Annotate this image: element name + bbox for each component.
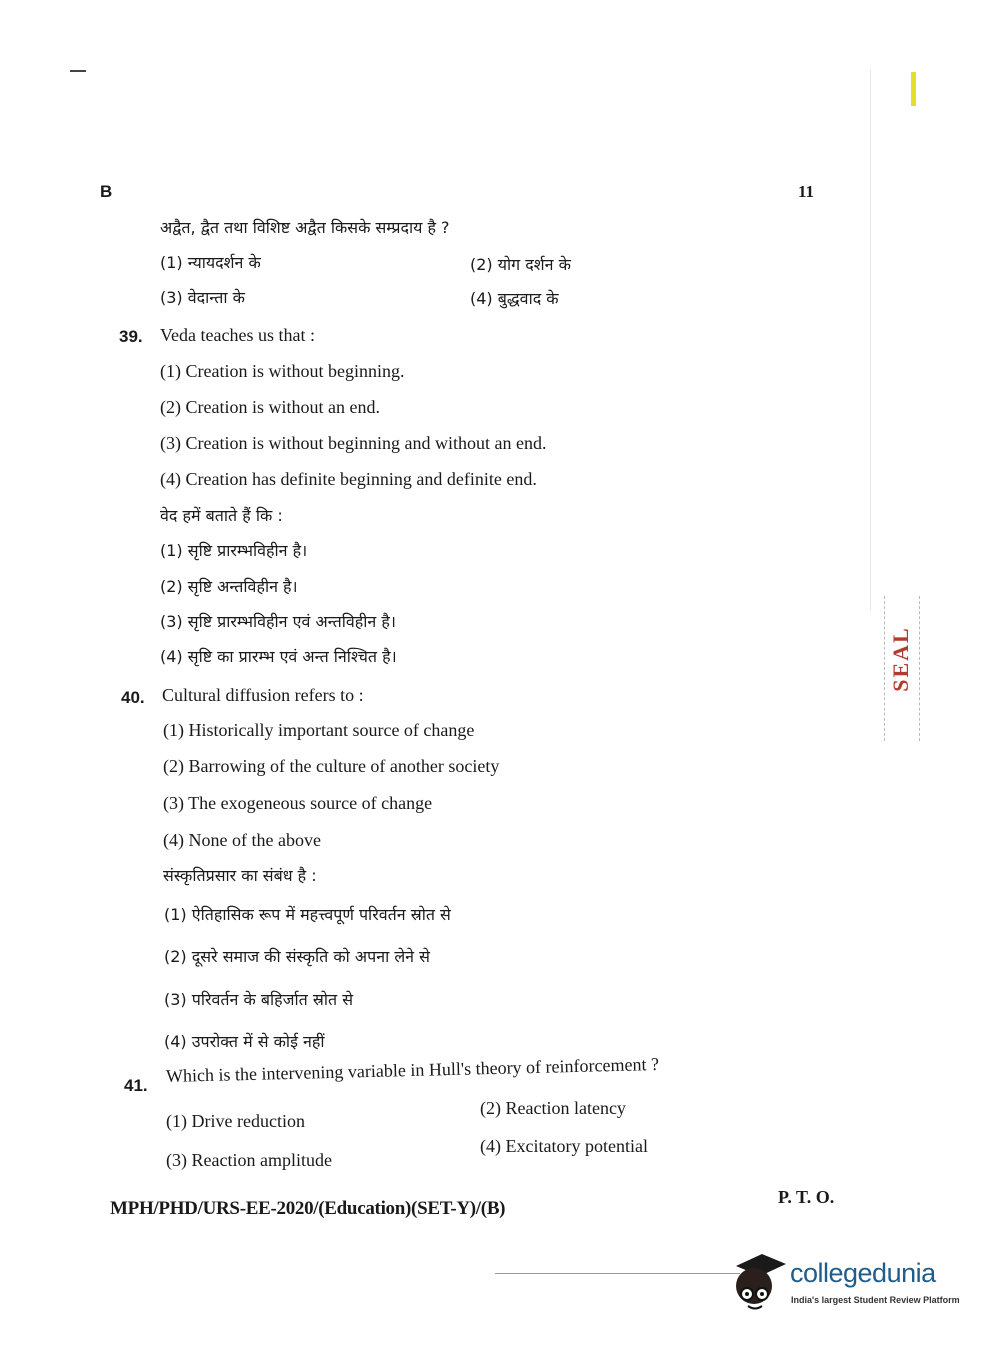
q38-option-2-hi: (2) योग दर्शन के — [470, 255, 571, 274]
q39-option-4-en: (4) Creation has definite beginning and definite end. — [160, 469, 537, 489]
q39-option-1-hi: (1) सृष्टि प्रारम्भविहीन है। — [160, 541, 308, 560]
q38-option-4-hi: (4) बुद्धवाद के — [470, 289, 559, 308]
q39-option-2-hi: (2) सृष्टि अन्तविहीन है। — [160, 577, 298, 596]
highlighter-mark — [911, 72, 916, 106]
paper-code: MPH/PHD/URS-EE-2020/(Education)(SET-Y)/(B) — [110, 1198, 506, 1219]
q41-option-2-en: (2) Reaction latency — [480, 1098, 626, 1118]
q40-option-1-hi: (1) ऐतिहासिक रूप में महत्त्वपूर्ण परिवर्तन स्रोत से — [164, 905, 451, 924]
q41-option-1-en: (1) Drive reduction — [166, 1111, 305, 1131]
q39-question-en: Veda teaches us that : — [160, 325, 315, 345]
margin-line — [870, 70, 871, 610]
q41-option-3-en: (3) Reaction amplitude — [166, 1150, 332, 1170]
seal-stamp — [884, 596, 920, 741]
q39-option-3-hi: (3) सृष्टि प्रारम्भविहीन एवं अन्तविहीन है। — [160, 612, 396, 631]
q41-question-en: Which is the intervening variable in Hull's theory of reinforcement ? — [165, 1053, 660, 1086]
q39-option-2-en: (2) Creation is without an end. — [160, 397, 380, 417]
footer-rule — [495, 1273, 740, 1274]
q39-question-hi: वेद हमें बताते हैं कि : — [160, 506, 283, 525]
q40-option-4-hi: (4) उपरोक्त में से कोई नहीं — [164, 1032, 325, 1051]
q38-question-hi: अद्वैत, द्वैत तथा विशिष्ट अद्वैत किसके सम्प्रदाय है ? — [160, 218, 450, 237]
q40-number: 40. — [121, 688, 145, 707]
q40-option-3-hi: (3) परिवर्तन के बहिर्जात स्रोत से — [164, 990, 354, 1009]
q39-number: 39. — [119, 327, 143, 346]
page-number: 11 — [798, 182, 815, 201]
scan-mark — [70, 70, 86, 72]
q39-option-3-en: (3) Creation is without beginning and without an end. — [160, 433, 547, 453]
q39-option-1-en: (1) Creation is without beginning. — [160, 361, 405, 381]
pto-label: P. T. O. — [778, 1187, 835, 1207]
q39-option-4-hi: (4) सृष्टि का प्रारम्भ एवं अन्त निश्चित है। — [160, 647, 397, 666]
q40-option-3-en: (3) The exogeneous source of change — [163, 793, 433, 813]
q40-option-4-en: (4) None of the above — [163, 830, 321, 850]
q41-option-4-en: (4) Excitatory potential — [480, 1136, 648, 1156]
collegedunia-watermark — [728, 1250, 958, 1320]
mascot-icon — [728, 1250, 788, 1318]
q40-question-en: Cultural diffusion refers to : — [162, 685, 364, 705]
q40-option-1-en: (1) Historically important source of change — [163, 720, 475, 740]
q40-option-2-hi: (2) दूसरे समाज की संस्कृति को अपना लेने से — [164, 947, 430, 966]
set-letter: B — [100, 182, 113, 201]
q40-option-2-en: (2) Barrowing of the culture of another society — [163, 756, 500, 776]
seal-text: SEAL — [888, 626, 913, 692]
brand-name: collegedunia — [790, 1258, 936, 1288]
brand-tagline: India's largest Student Review Platform — [791, 1295, 960, 1305]
q38-option-3-hi: (3) वेदान्ता के — [160, 288, 245, 307]
q38-option-1-hi: (1) न्यायदर्शन के — [160, 253, 261, 272]
q41-number: 41. — [124, 1076, 148, 1095]
q40-question-hi: संस्कृतिप्रसार का संबंध है : — [163, 866, 317, 885]
